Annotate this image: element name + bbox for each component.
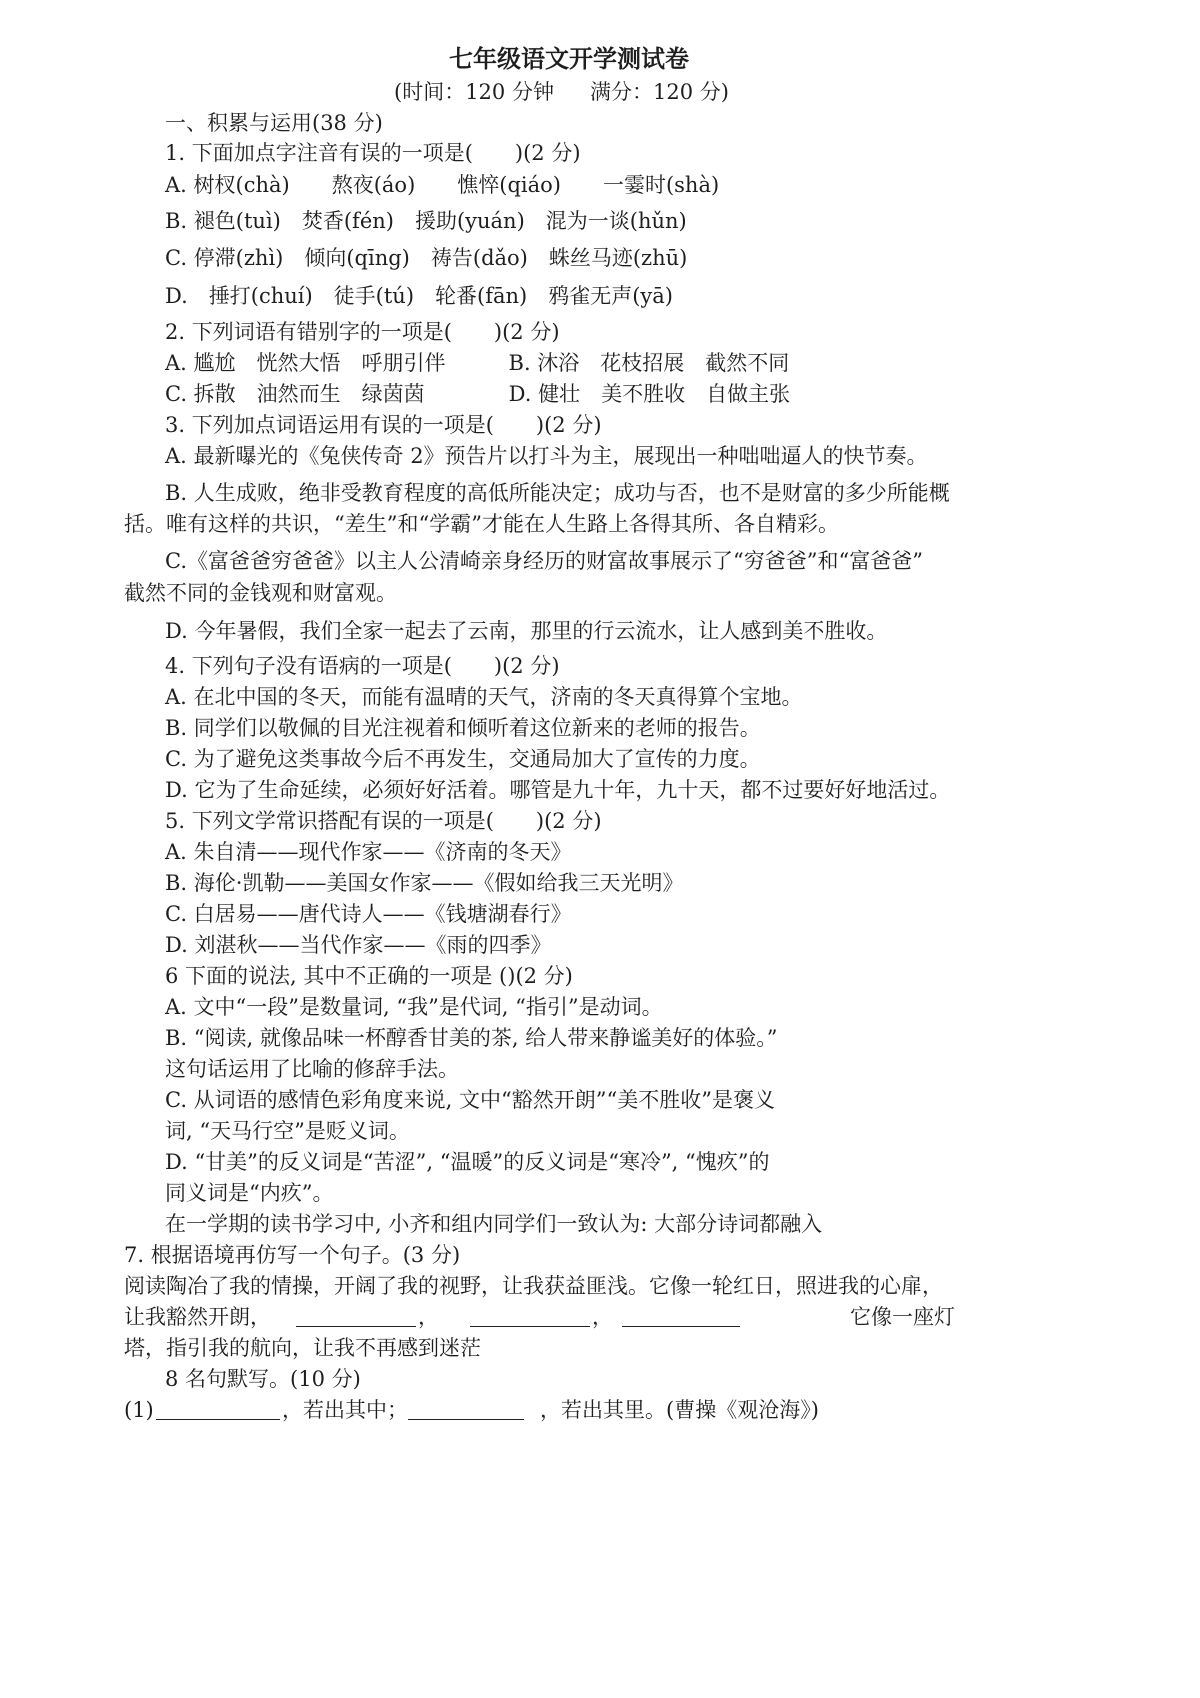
question-6-context: 在一学期的读书学习中, 小齐和组内同学们一致认为: 大部分诗词都融入	[165, 1212, 823, 1236]
question-3-stem: 3. 下列加点词语运用有误的一项是( )(2 分)	[165, 413, 602, 437]
question-7-comma-1: ，	[418, 1305, 439, 1329]
question-1-stem: 1. 下面加点字注音有误的一项是( )(2 分)	[165, 141, 581, 165]
answer-blank[interactable]	[470, 1306, 590, 1327]
question-6-option-b-line1: B. “阅读, 就像品味一杯醇香甘美的茶, 给人带来静谧美好的体验。”	[165, 1026, 778, 1050]
question-1-option-b: B. 褪色(tuì) 焚香(fén) 援助(yuán) 混为一谈(hǔn)	[165, 209, 687, 233]
question-3-option-d: D. 今年暑假，我们全家一起去了云南，那里的行云流水，让人感到美不胜收。	[165, 619, 888, 643]
answer-blank[interactable]	[622, 1306, 740, 1327]
question-6-option-d-line1: D. “甘美”的反义词是“苦涩”, “温暖”的反义词是“寒冷”, “愧疚”的	[165, 1150, 770, 1174]
question-6-option-c-line1: C. 从词语的感情色彩角度来说, 文中“豁然开朗”“美不胜收”是褒义	[165, 1088, 775, 1112]
section-heading: 一、积累与运用(38 分)	[165, 111, 383, 135]
answer-blank[interactable]	[296, 1306, 416, 1327]
question-7-passage-tail: 它像一座灯	[850, 1305, 955, 1329]
answer-blank[interactable]	[156, 1399, 280, 1420]
question-8-text-1: ，若出其中；	[282, 1398, 408, 1422]
answer-blank[interactable]	[408, 1399, 524, 1420]
question-4-option-d: D. 它为了生命延续，必须好好活着。哪管是九十年，九十天，都不过要好好地活过。	[165, 778, 951, 802]
question-4-option-a: A. 在北中国的冬天，而能有温晴的天气，济南的冬天真得算个宝地。	[165, 685, 803, 709]
question-7-passage-line3: 塔，指引我的航向，让我不再感到迷茫	[124, 1336, 481, 1360]
exam-score: 满分：120 分)	[590, 80, 729, 104]
question-1-option-a: A. 树杈(chà) 熬夜(áo) 憔悴(qiáo) 一霎时(shà)	[165, 173, 720, 197]
question-3-option-b-line2: 括。唯有这样的共识，“差生”和“学霸”才能在人生路上各得其所、各自精彩。	[124, 512, 839, 536]
question-6-option-a: A. 文中“一段”是数量词, “我”是代词, “指引”是动词。	[165, 995, 663, 1019]
question-8-text-2: ，若出其里。(曹操《观沧海》)	[540, 1398, 819, 1422]
question-2-options-ab: A. 尴尬 恍然大悟 呼朋引伴 B. 沐浴 花枝招展 截然不同	[165, 351, 790, 375]
question-7-passage-line1: 阅读陶冶了我的情操，开阔了我的视野，让我获益匪浅。它像一轮红日，照进我的心扉，	[124, 1274, 943, 1298]
question-5-option-d: D. 刘湛秋——当代作家——《雨的四季》	[165, 933, 552, 957]
question-7-passage-line2: 让我豁然开朗，	[124, 1305, 271, 1329]
question-3-option-c-line1: C.《富爸爸穷爸爸》以主人公清崎亲身经历的财富故事展示了“穷爸爸”和“富爸爸”	[165, 549, 923, 573]
question-7-comma-2: ，	[592, 1305, 613, 1329]
question-4-stem: 4. 下列句子没有语病的一项是( )(2 分)	[165, 654, 560, 678]
question-3-option-b-line1: B. 人生成败，绝非受教育程度的高低所能决定；成功与否，也不是财富的多少所能概	[165, 481, 950, 505]
question-6-option-c-line2: 词, “天马行空”是贬义词。	[165, 1119, 410, 1143]
page-title: 七年级语文开学测试卷	[449, 44, 689, 73]
question-2-stem: 2. 下列词语有错别字的一项是( )(2 分)	[165, 320, 560, 344]
question-7-stem: 7. 根据语境再仿写一个句子。(3 分)	[124, 1243, 461, 1267]
question-4-option-c: C. 为了避免这类事故今后不再发生，交通局加大了宣传的力度。	[165, 747, 761, 771]
question-2-options-cd: C. 拆散 油然而生 绿茵茵 D. 健壮 美不胜收 自做主张	[165, 382, 791, 406]
question-6-option-b-line2: 这句话运用了比喻的修辞手法。	[165, 1057, 459, 1081]
question-1-option-d: D. 捶打(chuí) 徒手(tú) 轮番(fān) 鸦雀无声(yā)	[165, 284, 673, 308]
question-3-option-a: A. 最新曝光的《兔侠传奇 2》预告片以打斗为主，展现出一种咄咄逼人的快节奏。	[165, 444, 928, 468]
question-6-option-d-line2: 同义词是“内疚”。	[165, 1181, 334, 1205]
question-8-item-number: (1)	[124, 1398, 154, 1422]
question-5-stem: 5. 下列文学常识搭配有误的一项是( )(2 分)	[165, 809, 602, 833]
question-6-stem: 6 下面的说法, 其中不正确的一项是 ()(2 分)	[165, 964, 573, 988]
question-5-option-a: A. 朱自清——现代作家——《济南的冬天》	[165, 840, 572, 864]
question-5-option-c: C. 白居易——唐代诗人——《钱塘湖春行》	[165, 902, 572, 926]
question-3-option-c-line2: 截然不同的金钱观和财富观。	[124, 581, 397, 605]
exam-time: (时间：120 分钟	[394, 80, 554, 104]
question-1-option-c: C. 停滞(zhì) 倾向(qīng) 祷告(dǎo) 蛛丝马迹(zhū)	[165, 246, 688, 270]
question-4-option-b: B. 同学们以敬佩的目光注视着和倾听着这位新来的老师的报告。	[165, 716, 761, 740]
question-5-option-b: B. 海伦·凯勒——美国女作家——《假如给我三天光明》	[165, 871, 684, 895]
question-8-stem: 8 名句默写。(10 分)	[165, 1367, 361, 1391]
